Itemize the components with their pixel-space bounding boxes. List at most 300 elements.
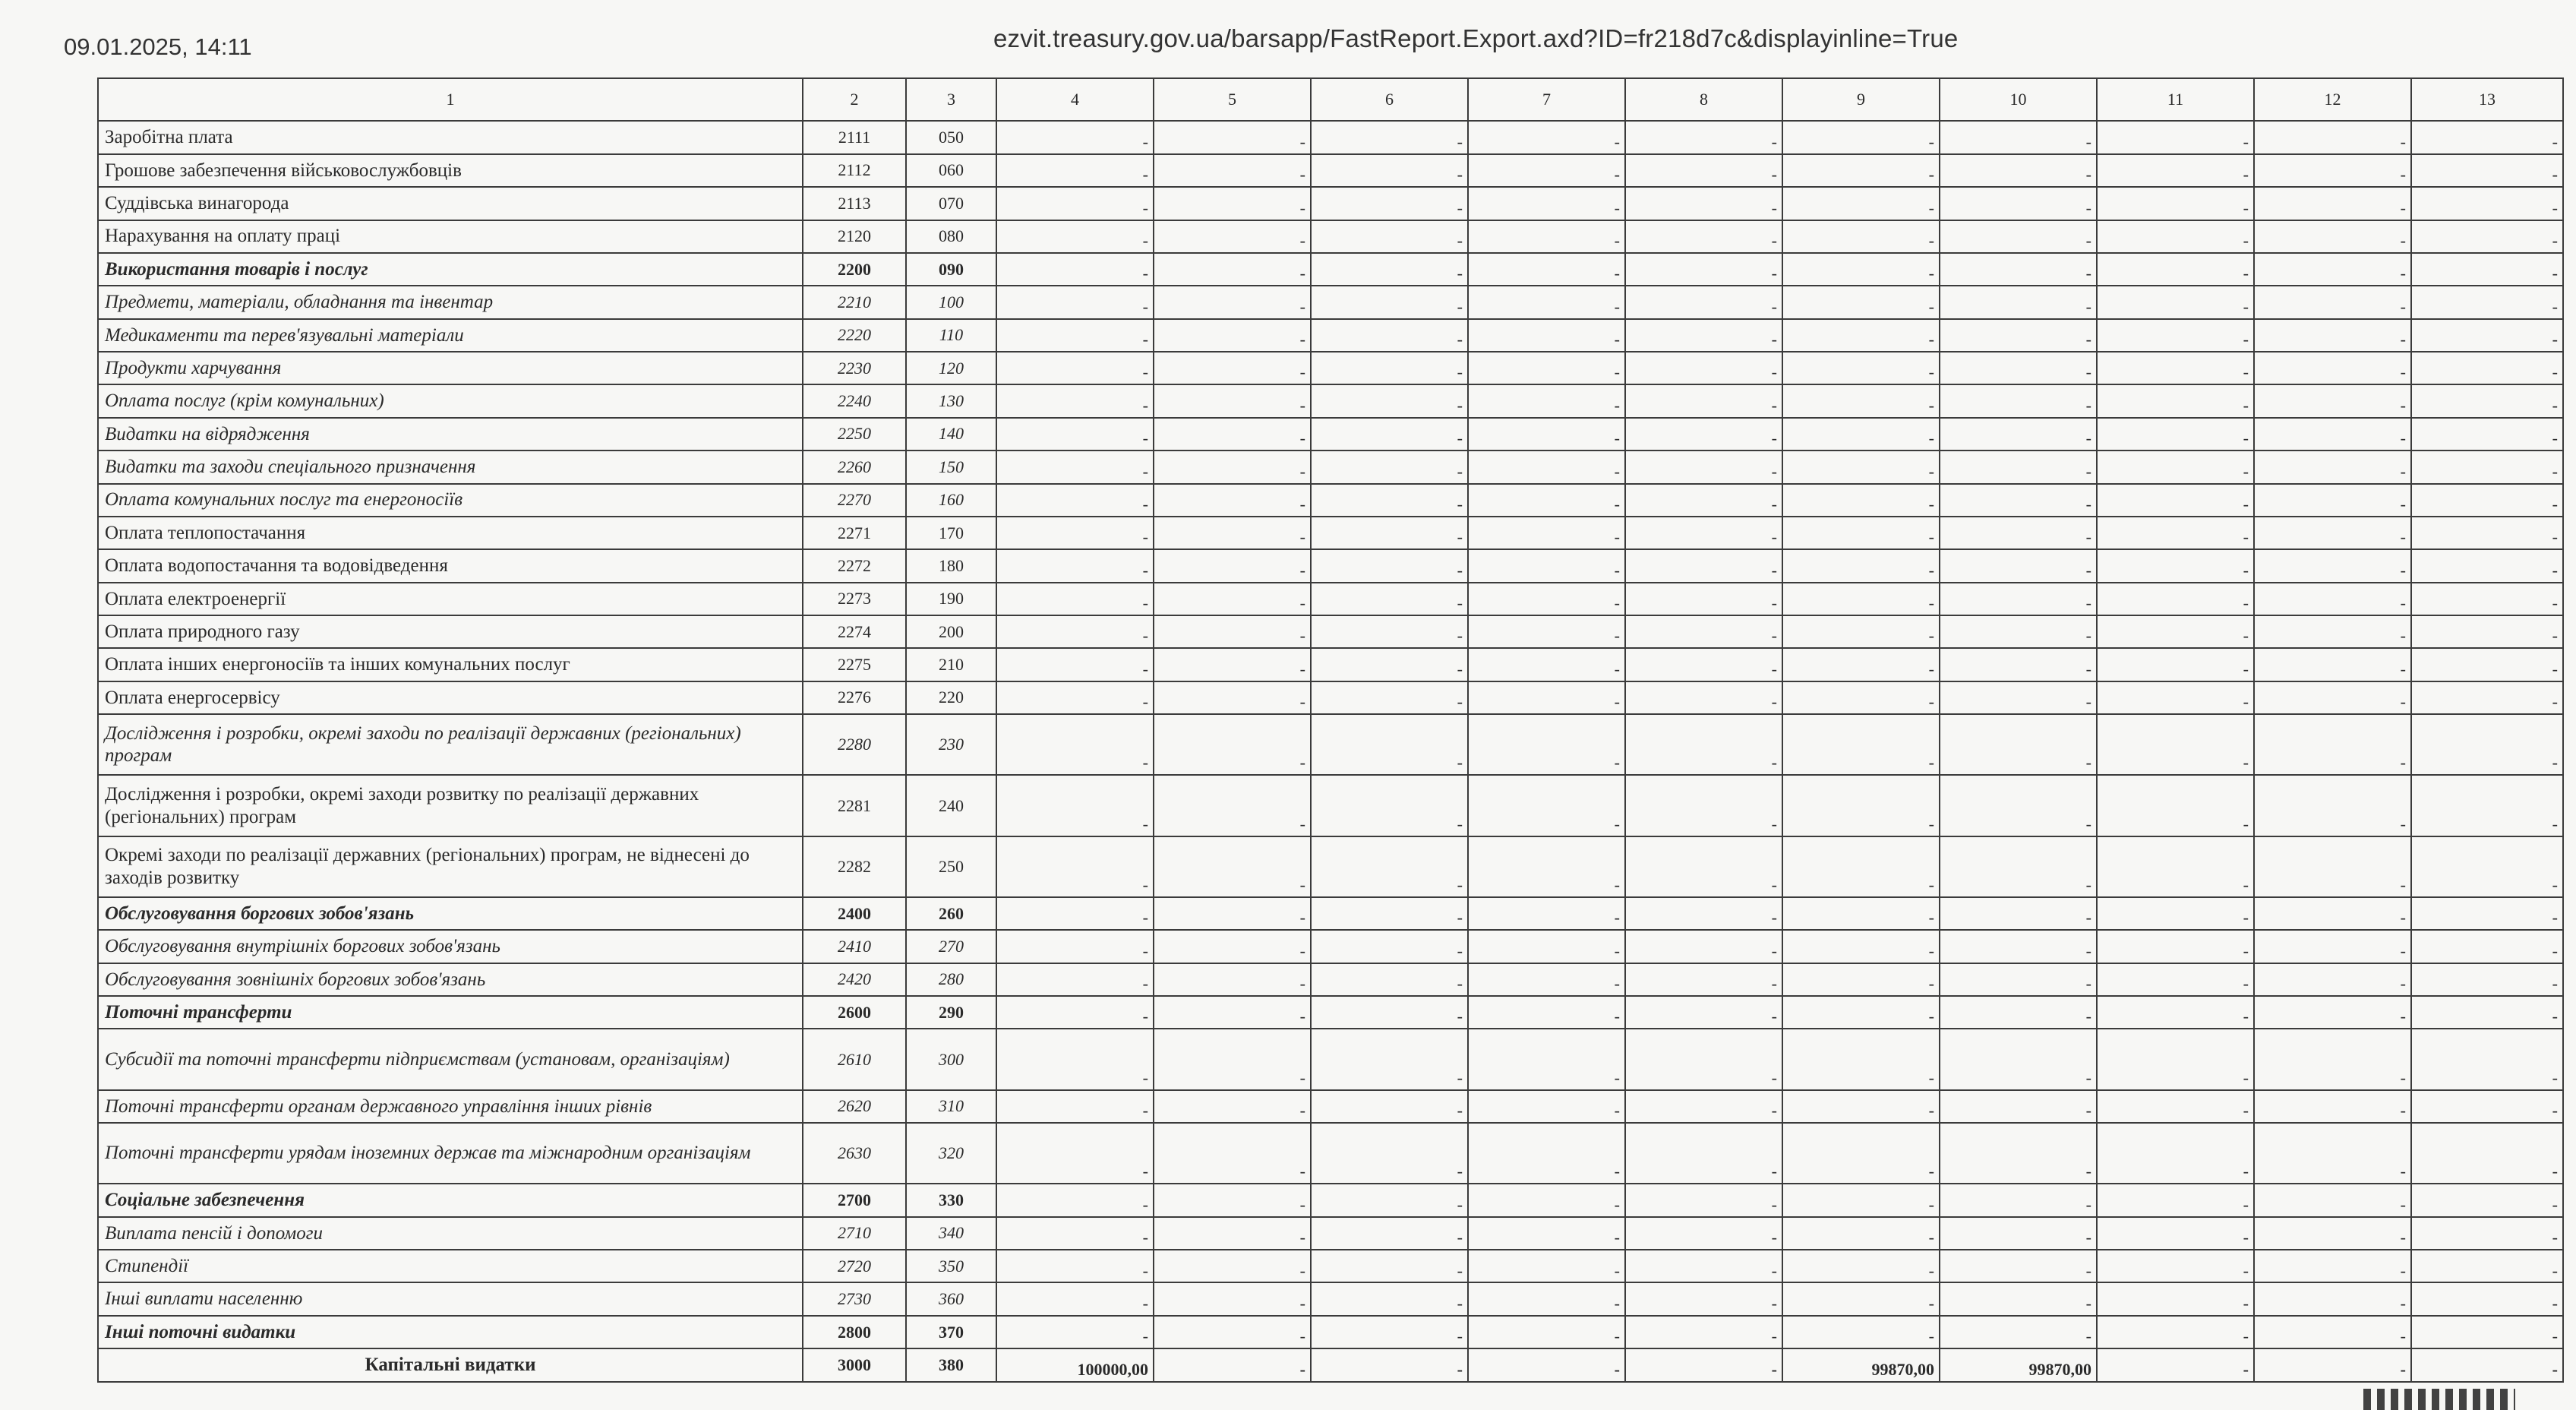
value-cell: -	[1940, 1282, 2097, 1315]
value-cell: -	[1782, 121, 1940, 153]
value-cell: -	[1468, 418, 1625, 451]
value-cell: -	[1154, 384, 1311, 417]
value-cell: -	[2254, 549, 2411, 582]
value-cell: -	[2254, 681, 2411, 714]
value-cell: -	[996, 319, 1154, 352]
kekv-code: 2271	[803, 517, 906, 549]
value-cell: -	[1782, 615, 1940, 648]
table-row	[98, 121, 2563, 153]
column-header: 3	[906, 78, 996, 121]
print-url: ezvit.treasury.gov.ua/barsapp/FastReport.Export.axd?ID=fr218d7c&displayinline=True	[993, 24, 1959, 52]
value-cell: -	[1782, 996, 1940, 1029]
value-cell: -	[1625, 1090, 1782, 1123]
value-cell: -	[996, 418, 1154, 451]
value-cell: -	[2097, 484, 2254, 517]
value-cell: -	[1940, 549, 2097, 582]
row-label: Суддівська винагорода	[98, 187, 803, 220]
line-code: 270	[906, 930, 996, 963]
value-cell: -	[1940, 187, 2097, 220]
value-cell: -	[2411, 897, 2563, 930]
row-label: Оплата природного газу	[98, 615, 803, 648]
value-cell: -	[2411, 549, 2563, 582]
row-label: Інші виплати населенню	[98, 1282, 803, 1315]
table-row	[98, 1348, 2563, 1382]
value-cell: -	[1468, 1184, 1625, 1216]
kekv-code: 2710	[803, 1217, 906, 1250]
column-header: 2	[803, 78, 906, 121]
value-cell: -	[1311, 384, 1468, 417]
line-code: 330	[906, 1184, 996, 1216]
value-cell: -	[1468, 714, 1625, 775]
line-code: 360	[906, 1282, 996, 1315]
value-cell: -	[1154, 352, 1311, 384]
value-cell: -	[1154, 583, 1311, 615]
value-cell: -	[2254, 1250, 2411, 1282]
table-row	[98, 286, 2563, 318]
value-cell: -	[2254, 319, 2411, 352]
value-cell: -	[1940, 451, 2097, 483]
value-cell: -	[2411, 1316, 2563, 1348]
value-cell: -	[2254, 484, 2411, 517]
value-cell: -	[1782, 319, 1940, 352]
value-cell: -	[2254, 451, 2411, 483]
value-cell: -	[1468, 897, 1625, 930]
value-cell: -	[1625, 1348, 1782, 1382]
value-cell: -	[1625, 836, 1782, 897]
value-cell: -	[1468, 154, 1625, 187]
value-cell: -	[1782, 963, 1940, 996]
value-cell: -	[1154, 1282, 1311, 1315]
line-code: 300	[906, 1029, 996, 1089]
table-row	[98, 648, 2563, 681]
value-cell: -	[1311, 1090, 1468, 1123]
table-row	[98, 963, 2563, 996]
line-code: 230	[906, 714, 996, 775]
value-cell: -	[1154, 648, 1311, 681]
value-cell: -	[1154, 319, 1311, 352]
value-cell: -	[1782, 714, 1940, 775]
value-cell: -	[2097, 1250, 2254, 1282]
value-cell: -	[1625, 154, 1782, 187]
table-row	[98, 384, 2563, 417]
value-cell: -	[1468, 1250, 1625, 1282]
value-cell: -	[1782, 897, 1940, 930]
value-cell: -	[1940, 154, 2097, 187]
row-label: Соціальне забезпечення	[98, 1184, 803, 1216]
value-cell: -	[1940, 1250, 2097, 1282]
value-cell: -	[1468, 1217, 1625, 1250]
value-cell: -	[2097, 418, 2254, 451]
value-cell: -	[1311, 681, 1468, 714]
value-cell: -	[1782, 930, 1940, 963]
print-header	[0, 0, 2576, 68]
line-code: 190	[906, 583, 996, 615]
kekv-code: 2274	[803, 615, 906, 648]
line-code: 200	[906, 615, 996, 648]
line-code: 350	[906, 1250, 996, 1282]
table-row	[98, 549, 2563, 582]
value-cell: -	[1468, 187, 1625, 220]
value-cell: -	[1940, 484, 2097, 517]
value-cell: -	[1782, 1184, 1940, 1216]
value-cell: -	[2411, 253, 2563, 286]
value-cell: -	[996, 154, 1154, 187]
value-cell: -	[1154, 187, 1311, 220]
value-cell: -	[1625, 930, 1782, 963]
table-row	[98, 451, 2563, 483]
kekv-code: 2230	[803, 352, 906, 384]
table-row	[98, 930, 2563, 963]
value-cell: -	[1625, 253, 1782, 286]
value-cell: -	[2411, 583, 2563, 615]
value-cell: -	[1154, 615, 1311, 648]
kekv-code: 2273	[803, 583, 906, 615]
value-cell: -	[1468, 451, 1625, 483]
value-cell: -	[1468, 319, 1625, 352]
value-cell: -	[1311, 1184, 1468, 1216]
value-cell: -	[1625, 517, 1782, 549]
line-code: 140	[906, 418, 996, 451]
value-cell: -	[1625, 187, 1782, 220]
value-cell: -	[996, 352, 1154, 384]
value-cell: -	[1782, 648, 1940, 681]
value-cell: -	[1940, 1217, 2097, 1250]
kekv-code: 2600	[803, 996, 906, 1029]
value-cell: -	[2254, 1348, 2411, 1382]
row-label: Поточні трансферти	[98, 996, 803, 1029]
value-cell: -	[1625, 714, 1782, 775]
value-cell: -	[1782, 1250, 1940, 1282]
row-label: Дослідження і розробки, окремі заходи розвитку по реалізації державних (регіональних) програм	[98, 775, 803, 836]
value-cell: -	[1468, 775, 1625, 836]
row-label: Інші поточні видатки	[98, 1316, 803, 1348]
value-cell: -	[1154, 484, 1311, 517]
kekv-code: 2620	[803, 1090, 906, 1123]
value-cell: -	[1311, 549, 1468, 582]
value-cell: 99870,00	[1940, 1348, 2097, 1382]
value-cell: -	[2411, 930, 2563, 963]
table-row	[98, 1184, 2563, 1216]
value-cell: -	[996, 775, 1154, 836]
value-cell: -	[2097, 253, 2254, 286]
value-cell: -	[2097, 930, 2254, 963]
table-row	[98, 187, 2563, 220]
value-cell: -	[1782, 1316, 1940, 1348]
value-cell: -	[1154, 897, 1311, 930]
line-code: 050	[906, 121, 996, 153]
column-header: 5	[1154, 78, 1311, 121]
value-cell: -	[1782, 1217, 1940, 1250]
value-cell: -	[2254, 418, 2411, 451]
value-cell: -	[2411, 121, 2563, 153]
column-header: 9	[1782, 78, 1940, 121]
kekv-code: 2410	[803, 930, 906, 963]
qr-code-fragment	[2363, 1389, 2515, 1410]
value-cell: -	[996, 451, 1154, 483]
value-cell: -	[996, 930, 1154, 963]
value-cell: -	[1625, 583, 1782, 615]
value-cell: -	[2254, 1123, 2411, 1184]
value-cell: -	[996, 1184, 1154, 1216]
value-cell: -	[2254, 253, 2411, 286]
value-cell: -	[1625, 1217, 1782, 1250]
value-cell: -	[2411, 187, 2563, 220]
value-cell: -	[1782, 1123, 1940, 1184]
value-cell: -	[1625, 549, 1782, 582]
value-cell: -	[2254, 352, 2411, 384]
row-label: Оплата водопостачання та водовідведення	[98, 549, 803, 582]
line-code: 150	[906, 451, 996, 483]
line-code: 070	[906, 187, 996, 220]
value-cell: -	[2254, 1029, 2411, 1089]
value-cell: -	[2097, 1316, 2254, 1348]
value-cell: -	[1940, 1029, 2097, 1089]
line-code: 380	[906, 1348, 996, 1382]
expenditure-table	[97, 77, 2564, 1383]
value-cell: -	[2411, 963, 2563, 996]
value-cell: -	[1311, 253, 1468, 286]
value-cell: -	[1154, 836, 1311, 897]
kekv-code: 2272	[803, 549, 906, 582]
value-cell: -	[1468, 549, 1625, 582]
value-cell: -	[2254, 963, 2411, 996]
value-cell: -	[2254, 1316, 2411, 1348]
value-cell: -	[2254, 775, 2411, 836]
kekv-code: 3000	[803, 1348, 906, 1382]
value-cell: -	[2254, 517, 2411, 549]
value-cell: -	[1625, 1123, 1782, 1184]
line-code: 250	[906, 836, 996, 897]
value-cell: -	[2411, 615, 2563, 648]
value-cell: -	[1311, 352, 1468, 384]
value-cell: -	[2254, 714, 2411, 775]
value-cell: -	[2097, 319, 2254, 352]
kekv-code: 2610	[803, 1029, 906, 1089]
value-cell: 100000,00	[996, 1348, 1154, 1382]
table-row	[98, 517, 2563, 549]
column-header: 1	[98, 78, 803, 121]
row-label: Окремі заходи по реалізації державних (регіональних) програм, не віднесені до заходів розвитку	[98, 836, 803, 897]
value-cell: -	[996, 648, 1154, 681]
column-header: 10	[1940, 78, 2097, 121]
value-cell: -	[1468, 286, 1625, 318]
value-cell: -	[1625, 1184, 1782, 1216]
value-cell: -	[1154, 220, 1311, 253]
value-cell: -	[1468, 1316, 1625, 1348]
value-cell: -	[2254, 286, 2411, 318]
kekv-code: 2630	[803, 1123, 906, 1184]
value-cell: -	[2411, 1250, 2563, 1282]
value-cell: -	[2411, 1217, 2563, 1250]
line-code: 320	[906, 1123, 996, 1184]
value-cell: -	[1154, 681, 1311, 714]
value-cell: -	[996, 1316, 1154, 1348]
value-cell: -	[1311, 615, 1468, 648]
value-cell: -	[1311, 1217, 1468, 1250]
value-cell: -	[1468, 836, 1625, 897]
value-cell: -	[1625, 352, 1782, 384]
value-cell: -	[1468, 615, 1625, 648]
value-cell: -	[2097, 615, 2254, 648]
value-cell: -	[2254, 220, 2411, 253]
value-cell: -	[996, 615, 1154, 648]
line-code: 340	[906, 1217, 996, 1250]
table-row	[98, 897, 2563, 930]
value-cell: -	[1782, 775, 1940, 836]
value-cell: -	[2097, 836, 2254, 897]
row-label: Оплата послуг (крім комунальних)	[98, 384, 803, 417]
value-cell: -	[1940, 286, 2097, 318]
value-cell: -	[1940, 517, 2097, 549]
value-cell: -	[2097, 714, 2254, 775]
report-sheet	[97, 77, 2562, 1383]
value-cell: -	[2411, 517, 2563, 549]
value-cell: -	[1154, 1090, 1311, 1123]
row-label: Продукти харчування	[98, 352, 803, 384]
value-cell: -	[1625, 681, 1782, 714]
value-cell: -	[1625, 963, 1782, 996]
value-cell: -	[2097, 963, 2254, 996]
header-row	[98, 78, 2563, 121]
value-cell: -	[996, 484, 1154, 517]
value-cell: -	[996, 681, 1154, 714]
value-cell: -	[1311, 930, 1468, 963]
value-cell: -	[1468, 352, 1625, 384]
kekv-code: 2800	[803, 1316, 906, 1348]
value-cell: -	[1940, 583, 2097, 615]
value-cell: -	[1468, 220, 1625, 253]
value-cell: -	[2254, 187, 2411, 220]
value-cell: -	[1782, 418, 1940, 451]
value-cell: -	[1625, 615, 1782, 648]
value-cell: 99870,00	[1782, 1348, 1940, 1382]
column-header: 6	[1311, 78, 1468, 121]
line-code: 210	[906, 648, 996, 681]
table-body	[98, 78, 2563, 1382]
kekv-code: 2280	[803, 714, 906, 775]
value-cell: -	[1468, 963, 1625, 996]
row-label: Оплата теплопостачання	[98, 517, 803, 549]
value-cell: -	[2411, 1029, 2563, 1089]
value-cell: -	[2097, 451, 2254, 483]
value-cell: -	[1311, 963, 1468, 996]
value-cell: -	[1154, 963, 1311, 996]
row-label: Виплата пенсій і допомоги	[98, 1217, 803, 1250]
row-label: Обслуговування внутрішніх боргових зобов'язань	[98, 930, 803, 963]
value-cell: -	[996, 836, 1154, 897]
value-cell: -	[1940, 1184, 2097, 1216]
value-cell: -	[1625, 1316, 1782, 1348]
value-cell: -	[1940, 714, 2097, 775]
value-cell: -	[1940, 897, 2097, 930]
value-cell: -	[1782, 583, 1940, 615]
value-cell: -	[1940, 1123, 2097, 1184]
value-cell: -	[1468, 1029, 1625, 1089]
value-cell: -	[1625, 648, 1782, 681]
value-cell: -	[2097, 286, 2254, 318]
value-cell: -	[1468, 1123, 1625, 1184]
value-cell: -	[1311, 121, 1468, 153]
value-cell: -	[2411, 681, 2563, 714]
table-row	[98, 1217, 2563, 1250]
value-cell: -	[2097, 1029, 2254, 1089]
value-cell: -	[2097, 154, 2254, 187]
value-cell: -	[2254, 1090, 2411, 1123]
column-header: 13	[2411, 78, 2563, 121]
value-cell: -	[2411, 1123, 2563, 1184]
line-code: 160	[906, 484, 996, 517]
value-cell: -	[2411, 352, 2563, 384]
value-cell: -	[1782, 1029, 1940, 1089]
value-cell: -	[996, 220, 1154, 253]
value-cell: -	[1311, 517, 1468, 549]
line-code: 290	[906, 996, 996, 1029]
value-cell: -	[1782, 1090, 1940, 1123]
value-cell: -	[1625, 319, 1782, 352]
row-label: Капітальні видатки	[98, 1348, 803, 1382]
kekv-code: 2276	[803, 681, 906, 714]
value-cell: -	[1311, 418, 1468, 451]
value-cell: -	[2411, 836, 2563, 897]
table-row	[98, 1123, 2563, 1184]
value-cell: -	[1311, 996, 1468, 1029]
value-cell: -	[1154, 286, 1311, 318]
value-cell: -	[1311, 286, 1468, 318]
value-cell: -	[996, 1282, 1154, 1315]
value-cell: -	[2411, 418, 2563, 451]
value-cell: -	[1940, 681, 2097, 714]
value-cell: -	[1782, 384, 1940, 417]
value-cell: -	[1782, 352, 1940, 384]
value-cell: -	[996, 1090, 1154, 1123]
value-cell: -	[1625, 1029, 1782, 1089]
table-row	[98, 836, 2563, 897]
value-cell: -	[1311, 648, 1468, 681]
value-cell: -	[1782, 154, 1940, 187]
kekv-code: 2220	[803, 319, 906, 352]
column-header: 8	[1625, 78, 1782, 121]
value-cell: -	[2097, 681, 2254, 714]
row-label: Оплата інших енергоносіїв та інших комунальних послуг	[98, 648, 803, 681]
value-cell: -	[1625, 451, 1782, 483]
line-code: 060	[906, 154, 996, 187]
value-cell: -	[1311, 154, 1468, 187]
line-code: 220	[906, 681, 996, 714]
line-code: 080	[906, 220, 996, 253]
value-cell: -	[1311, 187, 1468, 220]
value-cell: -	[1940, 996, 2097, 1029]
value-cell: -	[2097, 220, 2254, 253]
row-label: Нарахування на оплату праці	[98, 220, 803, 253]
value-cell: -	[996, 1217, 1154, 1250]
value-cell: -	[996, 121, 1154, 153]
value-cell: -	[1940, 253, 2097, 286]
table-row	[98, 775, 2563, 836]
value-cell: -	[1468, 121, 1625, 153]
value-cell: -	[2411, 1090, 2563, 1123]
row-label: Обслуговування зовнішніх боргових зобов'язань	[98, 963, 803, 996]
value-cell: -	[1154, 996, 1311, 1029]
value-cell: -	[1625, 1282, 1782, 1315]
value-cell: -	[1154, 121, 1311, 153]
value-cell: -	[1154, 1250, 1311, 1282]
table-row	[98, 418, 2563, 451]
row-label: Видатки та заходи спеціального призначення	[98, 451, 803, 483]
table-row	[98, 1250, 2563, 1282]
value-cell: -	[996, 1250, 1154, 1282]
kekv-code: 2420	[803, 963, 906, 996]
value-cell: -	[2411, 714, 2563, 775]
